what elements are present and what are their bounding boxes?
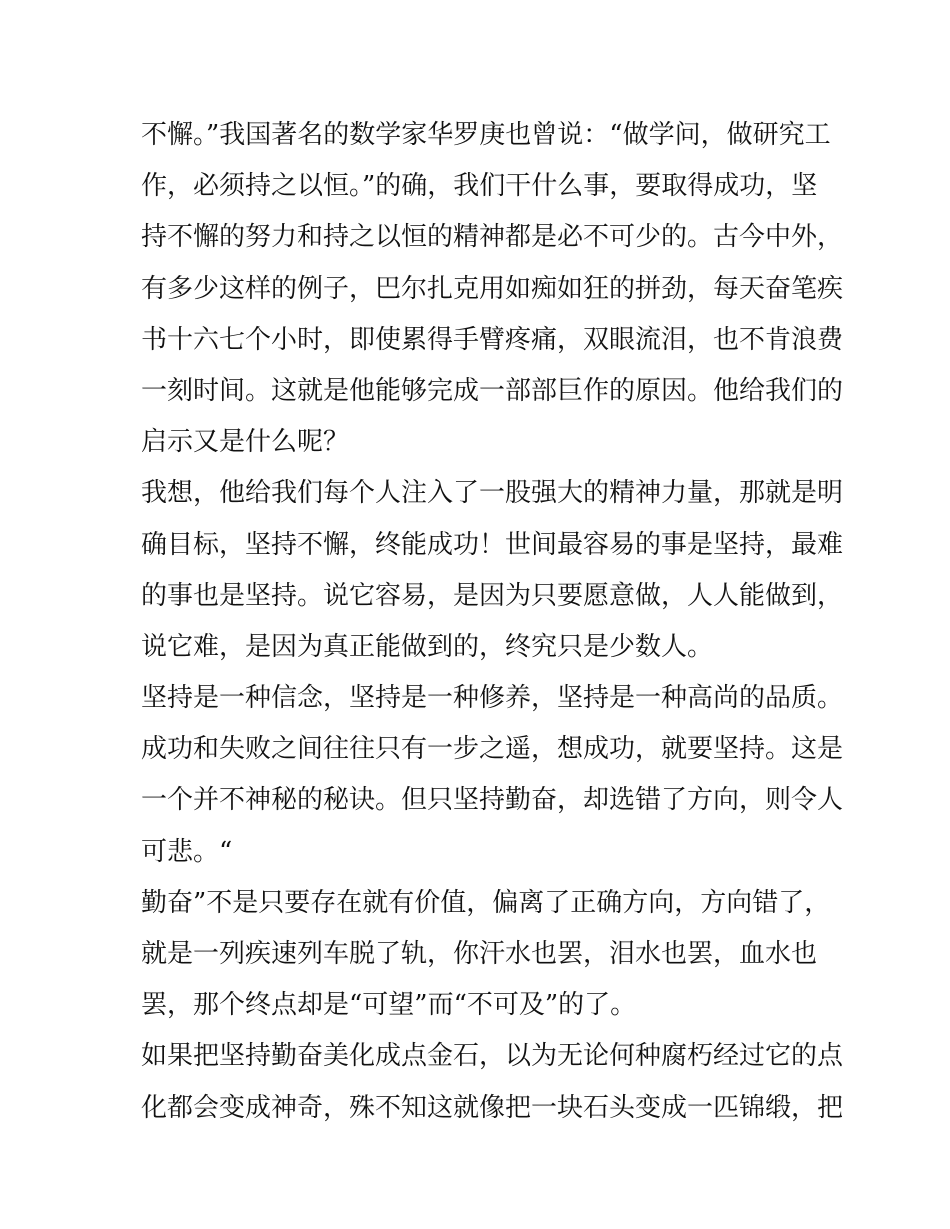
text-line: 就是一列疾速列车脱了轨，你汗水也罢，泪水也罢，血水也: [141, 939, 818, 969]
text-line: 的事也是坚持。说它容易，是因为只要愿意做，人人能做到，: [141, 580, 844, 611]
text-line: 化都会变成神奇，殊不知这就像把一块石头变成一匹锦缎，把: [141, 1092, 844, 1123]
text-line: 有多少这样的例子，巴尔扎克用如痴如狂的拼劲，每天奋笔疾: [141, 273, 844, 304]
text-line: 作，必须持之以恒。”的确，我们干什么事，要取得成功，坚: [141, 171, 818, 202]
text-line: 坚持是一种信念，坚持是一种修养，坚持是一种高尚的品质。: [141, 683, 844, 714]
text-line: 成功和失败之间往往只有一步之遥，想成功，就要坚持。这是: [141, 734, 844, 765]
text-line: 我想，他给我们每个人注入了一股强大的精神力量，那就是明: [141, 478, 844, 509]
text-line: 说它难，是因为真正能做到的，终究只是少数人。: [141, 631, 714, 662]
text-line: 确目标，坚持不懈，终能成功！世间最容易的事是坚持，最难: [141, 529, 844, 560]
text-line: 一刻时间。这就是他能够完成一部部巨作的原因。他给我们的: [141, 375, 844, 406]
text-line: 一个并不神秘的秘诀。但只坚持勤奋，却选错了方向，则令人: [141, 785, 844, 816]
text-line: 持不懈的努力和持之以恒的精神都是必不可少的。古今中外，: [141, 222, 844, 253]
text-line: 启示又是什么呢？: [141, 427, 350, 458]
text-line: 勤奋”不是只要存在就有价值，偏离了正确方向，方向错了，: [141, 887, 831, 918]
text-line: 书十六七个小时，即使累得手臂疼痛，双眼流泪，也不肯浪费: [141, 324, 844, 355]
text-line: 不懈。”我国著名的数学家华罗庚也曾说：“做学问，做研究工: [141, 120, 831, 150]
text-line: 可悲。“: [141, 836, 233, 867]
text-line: 如果把坚持勤奋美化成点金石，以为无论何种腐朽经过它的点: [141, 1041, 844, 1072]
text-line: 罢，那个终点却是“可望”而“不可及”的了。: [141, 990, 637, 1021]
document-body: [141, 110, 844, 1134]
